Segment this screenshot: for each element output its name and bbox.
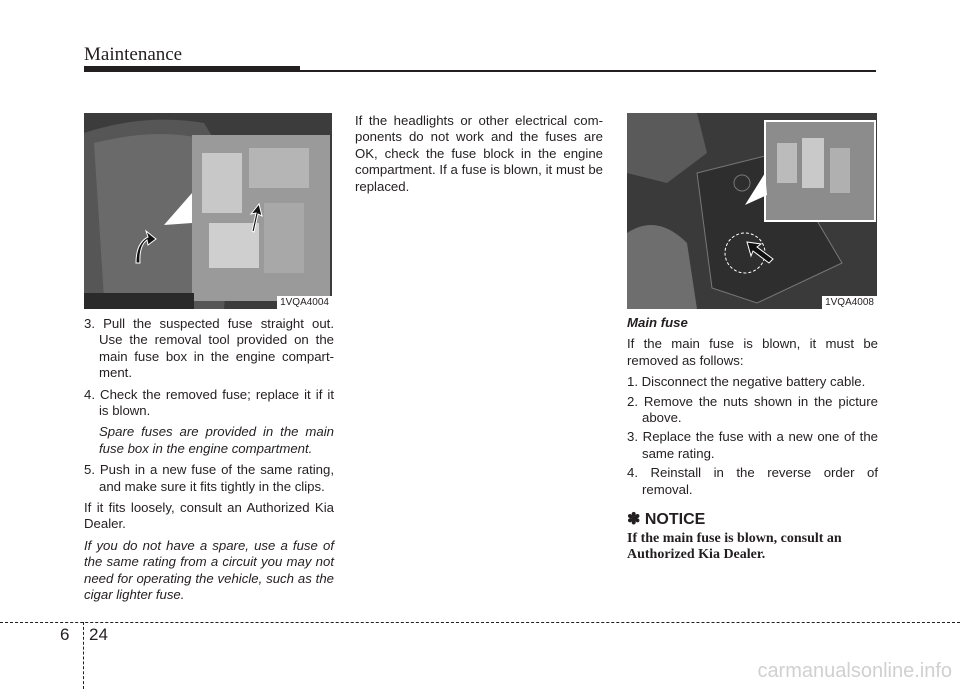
page-number: 24 [89, 625, 108, 644]
footer-rule [0, 622, 960, 623]
chapter-number: 6 [60, 625, 70, 644]
left-text-column [84, 316, 334, 609]
page-header-title: Maintenance [84, 44, 183, 65]
image-code-left: 1VQA4004 [277, 296, 332, 309]
step-5: 5. Push in a new fuse of the same rating, and make sure it fits tightly in the clips. [84, 462, 334, 494]
header-rule-thin [300, 70, 876, 72]
main-fuse-step-3: 3. Replace the fuse with a new one of the same rating. [627, 429, 878, 461]
footer-vertical-rule [83, 622, 84, 689]
main-fuse-intro: If the main fuse is blown, it must be removed as follows: [627, 336, 878, 368]
main-fuse-step-1: 1. Disconnect the negative battery cable. [627, 374, 866, 390]
header-rule-thick [84, 66, 300, 72]
image-code-right: 1VQA4008 [822, 296, 877, 309]
step-4-note: Spare fuses are provided in the main fuse box in the engine compartment. [99, 424, 334, 456]
main-fuse-step-2: 2. Remove the nuts shown in the picture above. [627, 393, 878, 426]
middle-text-column [355, 113, 603, 200]
watermark: carmanualsonline.info [757, 660, 952, 682]
main-fuse-subhead: Main fuse [627, 315, 688, 330]
loose-fuse-text: If it fits loosely, consult an Authorized Kia Dealer. [84, 500, 334, 532]
right-text-column [627, 315, 878, 568]
main-fuse-photo [627, 113, 877, 309]
spare-fuse-note: If you do not have a spare, use a fuse of the same rating from a circuit you may not need for operating the vehicle, such as the cigar lighter fuse. [84, 537, 334, 603]
notice-title: ✽ NOTICE [627, 511, 706, 529]
step-3: 3. Pull the suspected fuse straight out. Use the removal tool provided on the main fuse box in the engine compart- ment. [84, 316, 334, 381]
notice-text: If the main fuse is blown, consult an Authorized Kia Dealer. [627, 531, 842, 563]
main-fuse-step-4: 4. Reinstall in the reverse order of removal. [627, 465, 878, 497]
headlights-paragraph: If the headlights or other electrical com- ponents do not work and the fuses are OK, check the fuse block in the engine compartment. If a fuse is blown, it must be replaced. [355, 113, 603, 194]
step-4: 4. Check the removed fuse; replace it if it is blown. [84, 386, 334, 419]
fuse-box-photo [84, 113, 332, 309]
